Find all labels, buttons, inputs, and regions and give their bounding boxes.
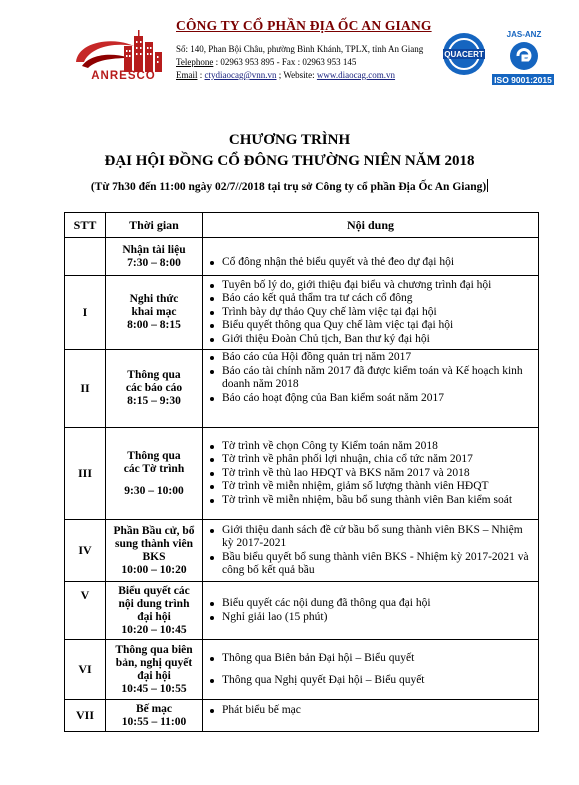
- table-row: [65, 582, 539, 640]
- list-item: Báo cáo tài chính năm 2017 đã được kiểm toán và Kế hoạch kinh doanh năm 2018: [222, 365, 534, 392]
- time-label: BKS: [142, 550, 166, 563]
- row-time: [106, 582, 203, 640]
- table-row: [65, 350, 539, 428]
- time-label: Nghi thức: [129, 293, 179, 305]
- list-item: Tờ trình về miễn nhiệm, bầu bổ sung thành viên Ban kiểm soát: [222, 494, 534, 508]
- time-label: đại hội: [137, 610, 171, 623]
- row-time: [106, 350, 203, 428]
- list-item: Báo cáo hoạt động của Ban kiểm soát năm 2017: [222, 392, 534, 406]
- meeting-time-location: (Từ 7h30 đến 11:00 ngày 02/7//2018 tại trụ sở Công ty cổ phần Địa Ốc An Giang): [90, 181, 487, 193]
- time-label: các Tờ trình: [123, 462, 185, 475]
- row-content: [203, 582, 539, 640]
- time-label: Thông qua biên: [115, 643, 193, 656]
- table-header-row: [65, 213, 539, 238]
- time-label: Bế mạc: [135, 702, 173, 715]
- time-label: Nhận tài liệu: [122, 243, 186, 256]
- table-row: [65, 276, 539, 350]
- telephone-value: : 02963 953 895 - Fax : 02963 953 145: [213, 57, 357, 67]
- time-range: 9:30 – 10:00: [124, 484, 184, 497]
- time-label: Thông qua: [127, 369, 181, 381]
- time-range: 10:55 – 11:00: [121, 715, 187, 728]
- table-row: [65, 238, 539, 276]
- list-item: Báo cáo của Hội đồng quản trị năm 2017: [222, 351, 534, 365]
- time-label: các báo cáo: [125, 382, 183, 394]
- row-stt: I: [65, 276, 106, 350]
- list-item: Giới thiệu Đoàn Chủ tịch, Ban thư ký đại hội: [222, 333, 534, 347]
- row-content: [203, 238, 539, 276]
- list-item: Tuyên bố lý do, giới thiệu đại biểu và chương trình đại hội: [222, 279, 534, 293]
- time-label: khai mạc: [131, 306, 177, 318]
- time-range: 8:15 – 9:30: [127, 395, 181, 407]
- time-label: Thông qua: [127, 449, 181, 462]
- email-link[interactable]: ctydiaocag@vnn.vn: [204, 70, 277, 80]
- row-content: [203, 700, 539, 732]
- list-item: Tờ trình về phân phối lợi nhuận, chia cổ tức năm 2017: [222, 453, 534, 467]
- row-time: [106, 276, 203, 350]
- time-range: 10:45 – 10:55: [121, 682, 187, 695]
- list-item: Thông qua Biên bản Đại hội – Biểu quyết: [222, 652, 534, 666]
- email-label: Email: [176, 70, 198, 80]
- iso-certificate-icon: [440, 28, 555, 86]
- website-label: ; Website:: [276, 70, 317, 80]
- table-row: [65, 700, 539, 732]
- cert-jasanz-text: JAS-ANZ: [506, 30, 542, 39]
- list-item: Giới thiệu danh sách đề cử bầu bổ sung thành viên BKS – Nhiệm kỳ 2017-2021: [222, 524, 534, 551]
- time-label: sung thành viên: [115, 537, 193, 550]
- table-row: [65, 640, 539, 700]
- row-content: [203, 520, 539, 582]
- row-content: [203, 640, 539, 700]
- row-stt: VI: [65, 640, 106, 700]
- header-time: Thời gian: [106, 213, 203, 238]
- row-stt: III: [65, 428, 106, 520]
- time-range: 10:00 – 10:20: [121, 563, 187, 576]
- telephone-label: Telephone: [176, 57, 214, 67]
- agenda-table: [64, 212, 539, 732]
- list-item: Báo cáo kết quả thẩm tra tư cách cổ đông: [222, 292, 534, 306]
- row-time: [106, 520, 203, 582]
- row-stt: [65, 238, 106, 276]
- list-item: Bầu biểu quyết bổ sung thành viên BKS - Nhiệm kỳ 2017-2021 và công bố kết quả bầu: [222, 551, 534, 578]
- meeting-title: ĐẠI HỘI ĐỒNG CỔ ĐÔNG THƯỜNG NIÊN NĂM 2018: [104, 153, 475, 169]
- brand-name: ANRESCO: [91, 70, 156, 82]
- list-item: Biểu quyết thông qua Quy chế làm việc tại đại hội: [222, 319, 534, 333]
- row-content: [203, 428, 539, 520]
- meeting-subtitle: [0, 179, 579, 193]
- row-stt: VII: [65, 700, 106, 732]
- program-title: CHƯƠNG TRÌNH: [228, 132, 351, 148]
- time-range: 7:30 – 8:00: [127, 256, 181, 269]
- row-stt: II: [65, 350, 106, 428]
- row-stt: IV: [65, 520, 106, 582]
- company-address: Số: 140, Phan Bội Châu, phường Bình Khánh, TPLX, tỉnh An Giang: [176, 44, 424, 54]
- company-phone: [176, 56, 438, 69]
- table-row: [65, 428, 539, 520]
- time-range: 10:20 – 10:45: [121, 623, 187, 636]
- row-time: [106, 640, 203, 700]
- row-time: [106, 238, 203, 276]
- time-range: 8:00 – 8:15: [127, 319, 181, 331]
- time-label: Biểu quyết các: [118, 584, 190, 597]
- letterhead: [0, 0, 579, 100]
- time-label: nội dung trình: [118, 597, 190, 610]
- list-item: Tờ trình về chọn Công ty Kiểm toán năm 2018: [222, 440, 534, 454]
- header-content: Nội dung: [203, 213, 539, 238]
- cert-brand-text: QUACERT: [444, 50, 484, 59]
- list-item: Biểu quyết các nội dung đã thông qua đại hội: [222, 597, 534, 611]
- row-time: [106, 700, 203, 732]
- list-item: Tờ trình về thù lao HĐQT và BKS năm 2017 và 2018: [222, 467, 534, 481]
- time-label: Phần Bầu cử, bổ: [113, 524, 195, 537]
- list-item: Trình bày dự thảo Quy chế làm việc tại đại hội: [222, 306, 534, 320]
- time-label: đại hội: [137, 669, 171, 682]
- row-content: [203, 276, 539, 350]
- company-contact: Email : ctydiaocag@vnn.vn ; Website: www.diaocag.com.vn: [176, 70, 396, 80]
- company-info: [176, 18, 438, 82]
- list-item: Thông qua Nghị quyết Đại hội – Biểu quyết: [222, 674, 534, 688]
- time-label: bản, nghị quyết: [115, 656, 193, 669]
- row-content: [203, 350, 539, 428]
- company-name: CÔNG TY CỔ PHẦN ĐỊA ỐC AN GIANG: [176, 18, 432, 33]
- list-item: Tờ trình về miễn nhiệm, giảm số lượng thành viên HĐQT: [222, 480, 534, 494]
- list-item: Cổ đông nhận thẻ biểu quyết và thẻ đeo dự đại hội: [222, 256, 534, 270]
- list-item: Nghỉ giải lao (15 phút): [222, 611, 534, 625]
- cert-iso-text: ISO 9001:2015: [494, 75, 552, 85]
- header-stt: STT: [65, 213, 106, 238]
- spacer: [106, 476, 202, 485]
- row-time: [106, 428, 203, 520]
- list-item: Phát biểu bế mạc: [222, 704, 534, 718]
- table-row: [65, 520, 539, 582]
- text-cursor: [487, 179, 488, 192]
- website-link[interactable]: www.diaocag.com.vn: [316, 70, 396, 80]
- row-stt: V: [65, 582, 106, 640]
